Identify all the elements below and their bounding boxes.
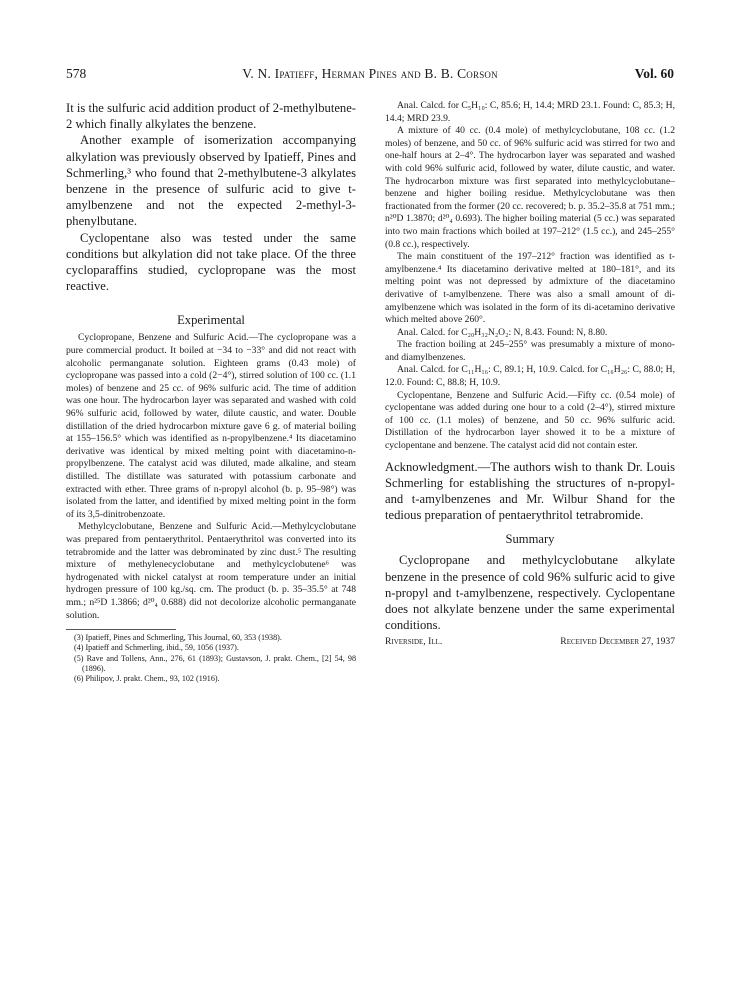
paragraph: Another example of isomerization accompanying alkylation was previously observed by Ipatieff, Pines and Schmerling,³ who found that 2-methylbutene-3 alkylates benzene in the presence of sulfuric acid to give t-amylbenzene and not the expected 2-methyl-3-phenylbutane.: [66, 133, 356, 229]
paragraph: Cyclopropane, Benzene and Sulfuric Acid.—The cyclopropane was a pure commercial product. It boiled at −34 to −33° and did not react with alcoholic permanganate solution. Eighteen grams (0.43 mole) of cyclopropane was passed into a cold (2−4°), stirred solution of 100 cc. (1.1 moles) of benzene and 25 cc. of 96% sulfuric acid. The time of addition was one hour. The hydrocarbon layer was separated and washed with cold 96% sulfuric acid, followed by water, dilute caustic, and water. Double distillation of the dried hydrocarbon mixture gave 6 g. of material boiling at 155–156.5° which was identified as n-propylbenzene.⁴ Its diacetamino derivative was identical by mixed melting point with diacetamino-n-propylbenzene. The catalyst acid was diluted, made alkaline, and steam distilled. The distillate was saturated with potassium carbonate and extracted with ether. Three grams of n-propyl alcohol (b. p. 95–98°) was isolated from the latter, and identified by mixed melting point in the form of its 3,5-dinitrobenzoate.: [66, 332, 356, 520]
acknowledgment: Acknowledgment.—The authors wish to thank Dr. Louis Schmerling for establishing the structures of n-propyl- and t-amylbenzenes and Mr. Wilbur Shand for the tedious preparation of pentaerythritol tetrabromide.: [385, 459, 675, 523]
paragraph: Methylcyclobutane, Benzene and Sulfuric Acid.—Methylcyclobutane was prepared from pentaerythritol. Pentaerythritol was converted into its tetrabromide and the latter was debrominated by zinc dust.⁵ The resulting mixture of methylenecyclobutane and methylcyclobutene⁶ was hydrogenated with nickel catalyst at room temperature under an initial hydrogen pressure of 100 kg./sq. cm. The product (b. p. 35–35.5° at 748 mm.; n²⁵D 1.3866; d²⁰₄ 0.688) did not decolorize alcoholic permanganate solution.: [66, 521, 356, 621]
section-heading-experimental: Experimental: [177, 313, 245, 328]
summary-text: Cyclopropane and methylcyclobutane alkylate benzene in the presence of cold 96% sulfuric acid to give n-propyl and t-amylbenzene, respectively. Cyclopentane does not alkylate benzene under the same experimental conditions.: [385, 553, 675, 633]
footnote: (5) Rave and Tollens, Ann., 276, 61 (1893); Gustavson, J. prakt. Chem., [2] 54, 98 (1896).: [74, 653, 356, 673]
paragraph: The main constituent of the 197–212° fraction was identified as t-amylbenzene.⁴ Its diacetamino derivative melted at 180–181°, and its melting point was not depressed by admixture of the diacetamino derivative of t-amylbenzene. There was also a small amount of di-amylbenzene which was isolated in the form of its di-acetamino derivative which melted above 260°.: [385, 251, 675, 326]
footnote: (6) Philipov, J. prakt. Chem., 93, 102 (1916).: [74, 674, 220, 684]
analysis-line: Anal. Calcd. for C₅H₁₀: C, 85.6; H, 14.4; MRD 23.1. Found: C, 85.3; H, 14.4; MRD 23.9.: [385, 100, 675, 124]
page-number: 578: [66, 66, 87, 81]
running-header: [66, 66, 674, 84]
footnote: (4) Ipatieff and Schmerling, ibid., 59, 1056 (1937).: [74, 643, 239, 653]
paragraph: Cyclopentane also was tested under the same conditions but alkylation did not take place. Of the three cycloparaffins studied, cyclopropane was the most reactive.: [66, 230, 356, 294]
left-column: [66, 100, 356, 685]
footnote: (3) Ipatieff, Pines and Schmerling, This Journal, 60, 353 (1938).: [74, 633, 282, 643]
analysis-line: Anal. Calcd. for C₂₀H₃₂N₂O₂: N, 8.43. Found: N, 8.80.: [397, 326, 608, 338]
author-line: V. N. Ipatieff, Herman Pines and B. B. Corson: [242, 66, 498, 81]
right-column: [385, 100, 675, 647]
received-date: Received December 27, 1937: [560, 636, 675, 648]
paragraph: The fraction boiling at 245–255° was presumably a mixture of mono- and diamylbenzenes.: [385, 339, 675, 363]
paragraph: A mixture of 40 cc. (0.4 mole) of methylcyclobutane, 108 cc. (1.2 moles) of benzene, and 50 cc. of 96% sulfuric acid was stirred for two and one-half hours at 2–4°. The hydrocarbon layer was separated and washed with cold 96% sulfuric acid, followed by water, dilute caustic, and water. The hydrocarbon mixture was first separated into methylcyclobutane–benzene and higher boiling residue. Methylcyclobutane was then fractionated from the former (20 cc. recovered; b. p. 35.2–35.8 at 751 mm.; n²⁰D 1.3870; d²⁰₄ 0.693). The higher boiling material (5 cc.) was separated into two main fractions which boiled at 197–212° (1.5 cc.), and 245–255° (0.8 cc.), respectively.: [385, 125, 675, 250]
volume-number: Vol. 60: [634, 66, 674, 81]
signature-line: [385, 636, 675, 647]
paragraph: It is the sulfuric acid addition product of 2-methylbutene-2 which finally alkylates the benzene.: [66, 101, 356, 132]
location: Riverside, Ill.: [385, 636, 443, 648]
section-heading-summary: Summary: [505, 532, 555, 547]
analysis-line: Anal. Calcd. for C₁₁H₁₆: C, 89.1; H, 10.9. Calcd. for C₁₆H₂₆: C, 88.0; H, 12.0. Found: C, 88.8; H, 10.9.: [385, 364, 675, 389]
paragraph: Cyclopentane, Benzene and Sulfuric Acid.—Fifty cc. (0.54 mole) of cyclopentane was added during one hour to a cold (2–4°), stirred mixture of 100 cc. (1.1 moles) of benzene, and 50 cc. 96% sulfuric acid. Distillation of the hydrocarbon layer showed it to be a mixture of cyclopentane and benzene. The catalyst acid did not contain ester.: [385, 389, 675, 452]
footnote-rule: [66, 629, 176, 630]
